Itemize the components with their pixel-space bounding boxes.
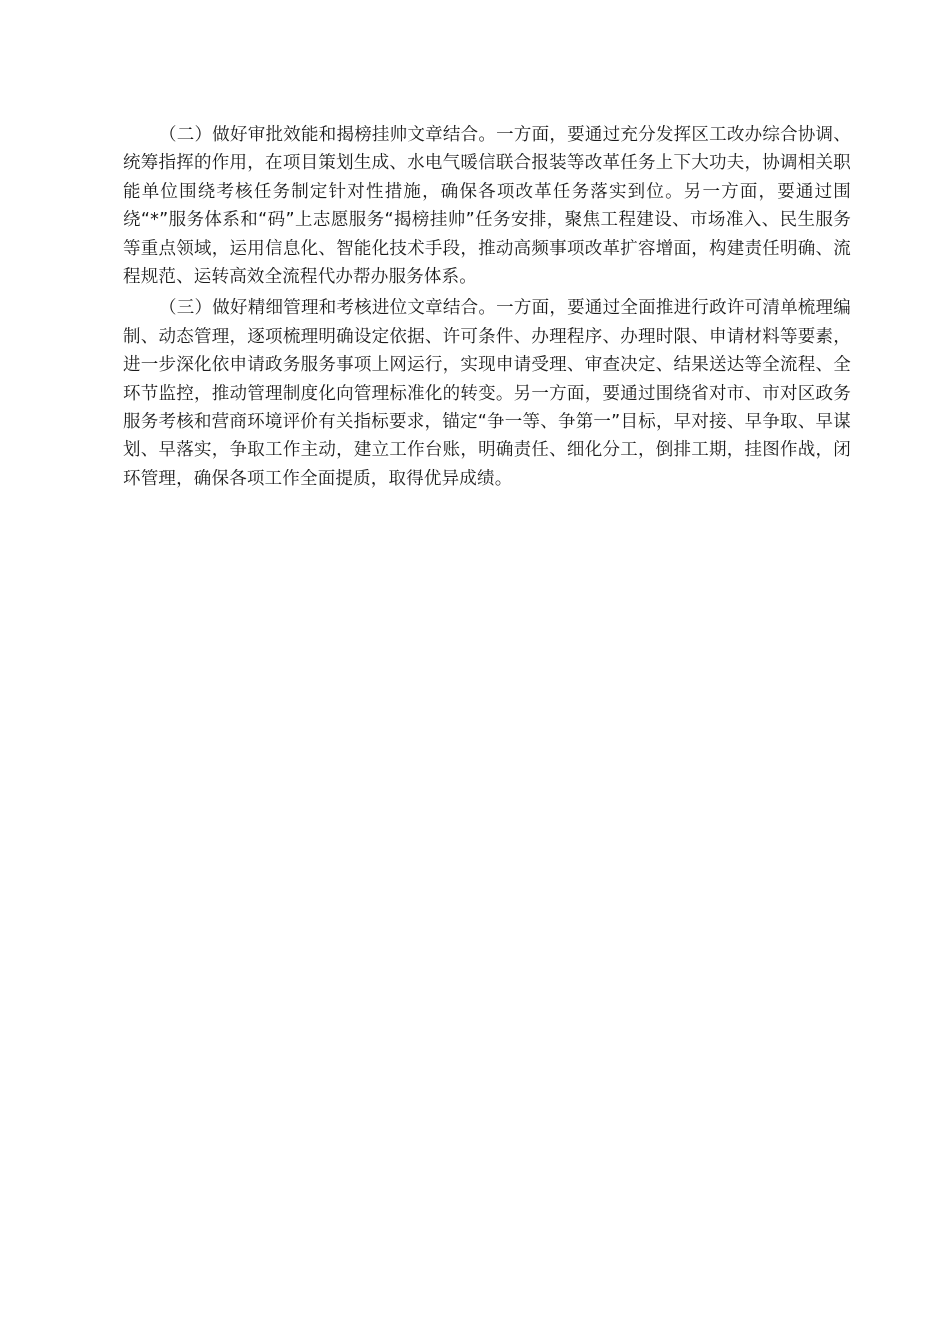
- paragraph-2: （二）做好审批效能和揭榜挂帅文章结合。一方面，要通过充分发挥区工改办综合协调、统筹指挥的作用，在项目策划生成、水电气暖信联合报装等改革任务上下大功夫，协调相关职能单位围绕考核任务制定针对性措施，确保各项改革任务落实到位。另一方面，要通过围绕“*”服务体系和“码”上志愿服务“揭榜挂帅”任务安排，聚焦工程建设、市场准入、民生服务等重点领域，运用信息化、智能化技术手段，推动高频事项改革扩容增面，构建责任明确、流程规范、运转高效全流程代办帮办服务体系。: [123, 125, 851, 288]
- paragraph-3: （三）做好精细管理和考核进位文章结合。一方面，要通过全面推进行政许可清单梳理编制、动态管理，逐项梳理明确设定依据、许可条件、办理程序、办理时限、申请材料等要素，进一步深化依申请政务服务事项上网运行，实现申请受理、审查决定、结果送达等全流程、全环节监控，推动管理制度化向管理标准化的转变。另一方面，要通过围绕省对市、市对区政务服务考核和营商环境评价有关指标要求，锚定“争一等、争第一”目标，早对接、早争取、早谋划、早落实，争取工作主动，建立工作台账，明确责任、细化分工，倒排工期，挂图作战，闭环管理，确保各项工作全面提质，取得优异成绩。: [123, 298, 851, 489]
- document-body: [123, 121, 851, 493]
